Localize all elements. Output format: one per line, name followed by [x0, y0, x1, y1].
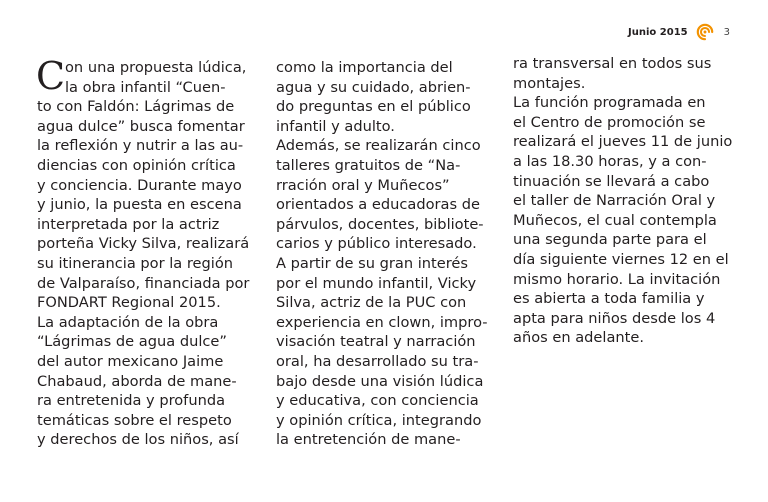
text-line: y junio, la puesta en escena: [37, 196, 242, 214]
text-line: es abierta a toda familia y: [513, 290, 705, 308]
drop-cap: C: [36, 54, 66, 98]
text-line: rración oral y Muñecos”: [276, 176, 450, 194]
text-line: do preguntas en el público: [276, 98, 471, 116]
text-line: oral, ha desarrollado su tra-: [276, 352, 479, 370]
text-line: La adaptación de la obra: [37, 313, 219, 331]
text-line: día siguiente viernes 12 en el: [513, 250, 729, 268]
text-line: como la importancia del: [276, 59, 453, 76]
text-line: y derechos de los niños, así: [37, 431, 239, 449]
text-line: “Lágrimas de agua dulce”: [37, 333, 227, 351]
text-line: realizará el jueves 11 de junio: [513, 133, 733, 151]
page-number: 3: [723, 26, 730, 38]
issue-date: Junio 2015: [628, 26, 688, 38]
text-line: infantil y adulto.: [276, 117, 395, 135]
text-line: carios y público interesado.: [276, 235, 477, 253]
text-line: años en adelante.: [513, 329, 645, 347]
text-line: orientados a educadoras de: [276, 196, 480, 214]
text-line: visación teatral y narración: [276, 333, 476, 351]
text-line: la entretención de mane-: [276, 431, 461, 449]
text-line: montajes.: [513, 74, 586, 92]
text-line: la obra infantil “Cuen-: [65, 78, 226, 96]
text-line: temáticas sobre el respeto: [37, 411, 232, 429]
article-column-1: [36, 54, 250, 450]
text-line: Muñecos, el cual contempla: [513, 211, 717, 229]
text-line: Silva, actriz de la PUC con: [276, 294, 467, 312]
text-line: La función programada en: [513, 94, 706, 112]
text-line: por el mundo infantil, Vicky: [276, 274, 477, 292]
text-line: y opinión crítica, integrando: [276, 411, 482, 429]
text-line: del autor mexicano Jaime: [37, 352, 224, 370]
text-line: a las 18.30 horas, y a con-: [513, 152, 707, 170]
text-line: agua dulce” busca fomentar: [37, 117, 245, 135]
text-line: su itinerancia por la región: [37, 254, 234, 272]
orange-swirl-icon: [696, 23, 714, 41]
text-line: talleres gratuitos de “Na-: [276, 156, 461, 174]
text-line: porteña Vicky Silva, realizará: [37, 235, 250, 253]
article-column-3: [513, 54, 732, 348]
text-line: experiencia en clown, impro-: [276, 313, 488, 331]
text-line: FONDART Regional 2015.: [37, 294, 221, 312]
text-line: y educativa, con conciencia: [276, 392, 479, 410]
text-line: ra entretenida y profunda: [37, 392, 226, 410]
text-line: de Valparaíso, financiada por: [37, 274, 250, 292]
text-line: párvulos, docentes, bibliote-: [276, 215, 484, 233]
text-line: apta para niños desde los 4: [513, 309, 716, 327]
text-line: y conciencia. Durante mayo: [37, 176, 242, 194]
text-line: Además, se realizarán cinco: [276, 137, 481, 155]
text-line: una segunda parte para el: [513, 231, 707, 249]
text-line: interpretada por la actriz: [37, 215, 220, 233]
text-line: la reflexión y nutrir a las au-: [37, 137, 244, 155]
page-header: [628, 22, 730, 42]
text-line: ra transversal en todos sus: [513, 55, 712, 72]
text-line: to con Faldón: Lágrimas de: [37, 98, 235, 116]
text-line: el Centro de promoción se: [513, 113, 706, 131]
text-line: diencias con opinión crítica: [37, 156, 236, 174]
text-line: bajo desde una visión lúdica: [276, 372, 484, 390]
text-line: on una propuesta lúdica,: [65, 59, 247, 76]
text-line: Chabaud, aborda de mane-: [37, 372, 237, 390]
text-line: tinuación se llevará a cabo: [513, 172, 710, 190]
text-line: el taller de Narración Oral y: [513, 192, 716, 210]
text-line: agua y su cuidado, abrien-: [276, 78, 471, 96]
text-line: A partir de su gran interés: [276, 254, 468, 272]
text-line: mismo horario. La invitación: [513, 270, 721, 288]
article-column-2: [276, 58, 488, 450]
